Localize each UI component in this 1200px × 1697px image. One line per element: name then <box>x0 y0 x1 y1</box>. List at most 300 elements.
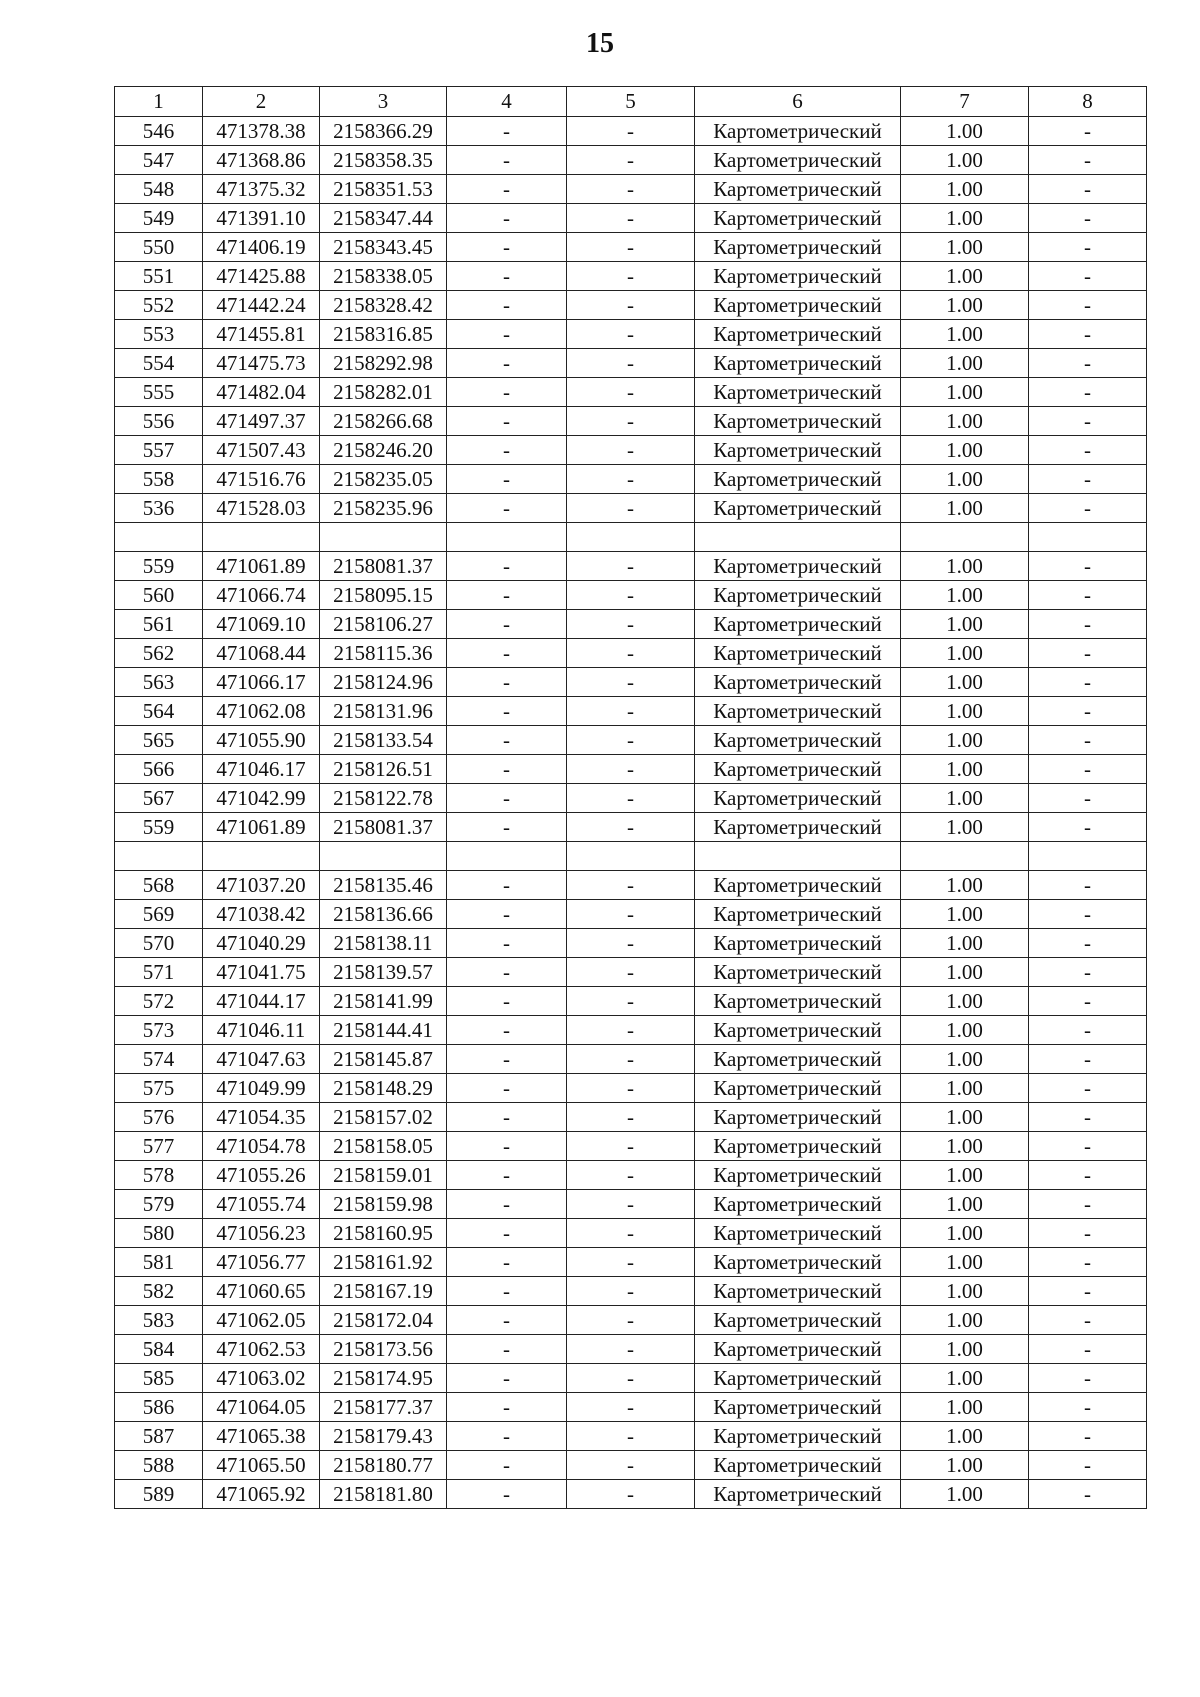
table-cell: 569 <box>115 900 203 929</box>
table-row <box>115 1480 1147 1509</box>
table-cell: 578 <box>115 1161 203 1190</box>
table-cell: 471056.23 <box>203 1219 320 1248</box>
table-row <box>115 900 1147 929</box>
table-cell: 552 <box>115 291 203 320</box>
table-cell: 580 <box>115 1219 203 1248</box>
table-cell: 471054.35 <box>203 1103 320 1132</box>
table-cell: Картометрический <box>695 1190 901 1219</box>
table-cell: 2158106.27 <box>320 610 447 639</box>
table-cell: 471391.10 <box>203 204 320 233</box>
table-cell: - <box>1029 1248 1147 1277</box>
table-cell: 566 <box>115 755 203 784</box>
table-cell: - <box>1029 1103 1147 1132</box>
table-cell: - <box>447 610 567 639</box>
separator-row <box>115 842 1147 871</box>
table-cell: 561 <box>115 610 203 639</box>
table-cell: - <box>447 1219 567 1248</box>
table-cell: 1.00 <box>901 1074 1029 1103</box>
table-cell: 547 <box>115 146 203 175</box>
table-cell: 2158235.05 <box>320 465 447 494</box>
table-cell: Картометрический <box>695 929 901 958</box>
table-cell: 2158081.37 <box>320 552 447 581</box>
table-cell: - <box>567 1248 695 1277</box>
table-cell: 2158141.99 <box>320 987 447 1016</box>
table-cell: 555 <box>115 378 203 407</box>
table-row <box>115 233 1147 262</box>
table-cell: - <box>1029 1335 1147 1364</box>
table-cell: Картометрический <box>695 1161 901 1190</box>
table-row <box>115 320 1147 349</box>
table-header-row <box>115 87 1147 117</box>
table-cell: 2158167.19 <box>320 1277 447 1306</box>
table-cell: 1.00 <box>901 1219 1029 1248</box>
table-cell: 2158266.68 <box>320 407 447 436</box>
table-cell: Картометрический <box>695 813 901 842</box>
empty-cell <box>115 842 203 871</box>
table-cell: - <box>567 1422 695 1451</box>
table-cell: - <box>447 1364 567 1393</box>
table-cell: - <box>1029 1132 1147 1161</box>
table-cell: - <box>447 378 567 407</box>
table-cell: 1.00 <box>901 291 1029 320</box>
table-cell: 1.00 <box>901 1451 1029 1480</box>
table-cell: 471056.77 <box>203 1248 320 1277</box>
table-cell: 471475.73 <box>203 349 320 378</box>
table-row <box>115 262 1147 291</box>
table-cell: 1.00 <box>901 1306 1029 1335</box>
table-cell: - <box>567 407 695 436</box>
table-row <box>115 1422 1147 1451</box>
table-cell: 471060.65 <box>203 1277 320 1306</box>
table-cell: 471055.26 <box>203 1161 320 1190</box>
table-cell: - <box>1029 958 1147 987</box>
table-cell: 1.00 <box>901 871 1029 900</box>
table-cell: Картометрический <box>695 233 901 262</box>
table-row <box>115 494 1147 523</box>
table-cell: 2158246.20 <box>320 436 447 465</box>
coordinates-table <box>114 86 1147 1509</box>
table-cell: 1.00 <box>901 1016 1029 1045</box>
table-cell: 471507.43 <box>203 436 320 465</box>
empty-cell <box>1029 523 1147 552</box>
table-cell: 2158351.53 <box>320 175 447 204</box>
table-cell: 2158179.43 <box>320 1422 447 1451</box>
table-cell: 2158159.98 <box>320 1190 447 1219</box>
table-cell: 560 <box>115 581 203 610</box>
table-cell: 471042.99 <box>203 784 320 813</box>
table-cell: 2158081.37 <box>320 813 447 842</box>
table-cell: - <box>1029 349 1147 378</box>
table-cell: - <box>1029 146 1147 175</box>
table-cell: 2158135.46 <box>320 871 447 900</box>
table-cell: 1.00 <box>901 494 1029 523</box>
table-cell: Картометрический <box>695 1132 901 1161</box>
table-cell: - <box>1029 697 1147 726</box>
table-cell: 2158282.01 <box>320 378 447 407</box>
column-header: 3 <box>320 87 447 117</box>
table-cell: - <box>1029 262 1147 291</box>
table-cell: 471061.89 <box>203 552 320 581</box>
table-cell: - <box>567 1190 695 1219</box>
table-cell: - <box>447 987 567 1016</box>
table-cell: 471442.24 <box>203 291 320 320</box>
table-cell: - <box>1029 175 1147 204</box>
table-row <box>115 581 1147 610</box>
table-cell: - <box>567 204 695 233</box>
table-cell: Картометрический <box>695 1306 901 1335</box>
table-row <box>115 958 1147 987</box>
table-cell: - <box>447 929 567 958</box>
table-cell: Картометрический <box>695 349 901 378</box>
empty-cell <box>447 523 567 552</box>
table-cell: 471063.02 <box>203 1364 320 1393</box>
table-cell: - <box>447 117 567 146</box>
table-cell: - <box>567 233 695 262</box>
table-cell: Картометрический <box>695 320 901 349</box>
table-cell: - <box>1029 1074 1147 1103</box>
table-cell: - <box>1029 320 1147 349</box>
table-cell: 586 <box>115 1393 203 1422</box>
table-cell: - <box>447 1422 567 1451</box>
table-cell: 1.00 <box>901 1132 1029 1161</box>
table-cell: 471065.50 <box>203 1451 320 1480</box>
table-cell: - <box>1029 552 1147 581</box>
table-cell: 2158160.95 <box>320 1219 447 1248</box>
table-cell: Картометрический <box>695 871 901 900</box>
table-cell: - <box>1029 1016 1147 1045</box>
table-cell: - <box>447 204 567 233</box>
table-cell: - <box>1029 1161 1147 1190</box>
table-row <box>115 204 1147 233</box>
table-cell: - <box>447 1306 567 1335</box>
table-cell: - <box>567 1132 695 1161</box>
table-cell: 471066.74 <box>203 581 320 610</box>
table-cell: 2158172.04 <box>320 1306 447 1335</box>
table-cell: 471055.74 <box>203 1190 320 1219</box>
table-row <box>115 1277 1147 1306</box>
table-cell: 1.00 <box>901 610 1029 639</box>
table-cell: - <box>1029 1277 1147 1306</box>
table-cell: - <box>567 1277 695 1306</box>
table-cell: Картометрический <box>695 262 901 291</box>
table-cell: 587 <box>115 1422 203 1451</box>
table-cell: 471368.86 <box>203 146 320 175</box>
table-cell: - <box>567 755 695 784</box>
table-cell: 583 <box>115 1306 203 1335</box>
table-cell: 1.00 <box>901 262 1029 291</box>
empty-cell <box>567 523 695 552</box>
table-cell: - <box>447 1480 567 1509</box>
table-cell: - <box>1029 668 1147 697</box>
table-cell: Картометрический <box>695 117 901 146</box>
table-cell: - <box>1029 900 1147 929</box>
table-cell: Картометрический <box>695 1277 901 1306</box>
table-cell: - <box>1029 813 1147 842</box>
table-cell: - <box>1029 1045 1147 1074</box>
table-cell: - <box>567 465 695 494</box>
table-cell: - <box>567 581 695 610</box>
table-cell: - <box>567 958 695 987</box>
table-cell: Картометрический <box>695 494 901 523</box>
table-cell: 571 <box>115 958 203 987</box>
table-cell: 1.00 <box>901 117 1029 146</box>
table-cell: - <box>1029 494 1147 523</box>
table-cell: Картометрический <box>695 1219 901 1248</box>
table-cell: 2158157.02 <box>320 1103 447 1132</box>
table-cell: 559 <box>115 813 203 842</box>
table-cell: - <box>447 175 567 204</box>
table-cell: Картометрический <box>695 552 901 581</box>
table-row <box>115 1364 1147 1393</box>
table-cell: 1.00 <box>901 1335 1029 1364</box>
table-cell: 573 <box>115 1016 203 1045</box>
table-cell: - <box>567 784 695 813</box>
table-row <box>115 1132 1147 1161</box>
table-cell: 2158292.98 <box>320 349 447 378</box>
table-row <box>115 1451 1147 1480</box>
table-row <box>115 349 1147 378</box>
table-cell: - <box>1029 784 1147 813</box>
table-row <box>115 929 1147 958</box>
table-cell: 471375.32 <box>203 175 320 204</box>
column-header: 8 <box>1029 87 1147 117</box>
table-cell: - <box>1029 407 1147 436</box>
table-cell: - <box>567 1219 695 1248</box>
table-cell: - <box>567 1161 695 1190</box>
table-cell: 471065.38 <box>203 1422 320 1451</box>
table-cell: 2158161.92 <box>320 1248 447 1277</box>
table-row <box>115 813 1147 842</box>
table-cell: - <box>567 291 695 320</box>
table-cell: - <box>1029 755 1147 784</box>
table-row <box>115 1248 1147 1277</box>
table-row <box>115 1074 1147 1103</box>
table-cell: 568 <box>115 871 203 900</box>
table-cell: - <box>447 697 567 726</box>
table-cell: - <box>567 1335 695 1364</box>
table-cell: Картометрический <box>695 204 901 233</box>
table-cell: Картометрический <box>695 465 901 494</box>
table-cell: 471062.05 <box>203 1306 320 1335</box>
table-cell: 588 <box>115 1451 203 1480</box>
table-cell: 1.00 <box>901 755 1029 784</box>
table-cell: - <box>447 1335 567 1364</box>
table-cell: 471062.08 <box>203 697 320 726</box>
table-cell: - <box>567 146 695 175</box>
table-cell: 1.00 <box>901 233 1029 262</box>
table-cell: 1.00 <box>901 175 1029 204</box>
table-cell: 536 <box>115 494 203 523</box>
table-cell: 1.00 <box>901 436 1029 465</box>
table-cell: 1.00 <box>901 900 1029 929</box>
table-cell: - <box>447 784 567 813</box>
table-cell: 471037.20 <box>203 871 320 900</box>
table-cell: Картометрический <box>695 900 901 929</box>
table-cell: 1.00 <box>901 1422 1029 1451</box>
table-cell: - <box>447 755 567 784</box>
table-cell: - <box>447 407 567 436</box>
table-cell: - <box>567 378 695 407</box>
table-cell: 471049.99 <box>203 1074 320 1103</box>
column-header: 5 <box>567 87 695 117</box>
table-cell: Картометрический <box>695 1480 901 1509</box>
table-cell: 2158139.57 <box>320 958 447 987</box>
table-cell: 2158235.96 <box>320 494 447 523</box>
table-cell: - <box>567 552 695 581</box>
table-cell: Картометрический <box>695 639 901 668</box>
table-cell: 2158095.15 <box>320 581 447 610</box>
table-cell: 1.00 <box>901 378 1029 407</box>
table-row <box>115 1016 1147 1045</box>
table-cell: 2158148.29 <box>320 1074 447 1103</box>
table-cell: 2158136.66 <box>320 900 447 929</box>
table-cell: - <box>567 697 695 726</box>
column-header: 4 <box>447 87 567 117</box>
table-cell: - <box>447 1190 567 1219</box>
table-cell: - <box>1029 581 1147 610</box>
table-cell: 2158328.42 <box>320 291 447 320</box>
table-row <box>115 378 1147 407</box>
table-row <box>115 639 1147 668</box>
table-cell: - <box>447 349 567 378</box>
empty-cell <box>203 523 320 552</box>
table-cell: - <box>447 465 567 494</box>
table-cell: Картометрический <box>695 1074 901 1103</box>
table-row <box>115 407 1147 436</box>
page-number: 15 <box>586 28 614 59</box>
table-cell: - <box>1029 1451 1147 1480</box>
table-cell: 2158126.51 <box>320 755 447 784</box>
table-cell: - <box>447 1161 567 1190</box>
table-cell: Картометрический <box>695 436 901 465</box>
table-cell: 471068.44 <box>203 639 320 668</box>
table-cell: 471069.10 <box>203 610 320 639</box>
table-cell: 562 <box>115 639 203 668</box>
column-header: 7 <box>901 87 1029 117</box>
table-cell: 471044.17 <box>203 987 320 1016</box>
table-cell: - <box>447 494 567 523</box>
table-cell: Картометрический <box>695 1422 901 1451</box>
table-cell: 471054.78 <box>203 1132 320 1161</box>
table-cell: - <box>567 1306 695 1335</box>
table-cell: - <box>447 1451 567 1480</box>
table-cell: 471528.03 <box>203 494 320 523</box>
table-cell: 570 <box>115 929 203 958</box>
table-cell: - <box>1029 726 1147 755</box>
table-cell: Картометрический <box>695 958 901 987</box>
table-cell: Картометрический <box>695 146 901 175</box>
table-row <box>115 465 1147 494</box>
table-cell: 559 <box>115 552 203 581</box>
table-cell: - <box>447 726 567 755</box>
table-cell: 2158138.11 <box>320 929 447 958</box>
table-cell: 565 <box>115 726 203 755</box>
table-row <box>115 784 1147 813</box>
table-cell: 1.00 <box>901 1364 1029 1393</box>
table-cell: 1.00 <box>901 146 1029 175</box>
table-cell: - <box>567 1074 695 1103</box>
table-cell: 1.00 <box>901 320 1029 349</box>
table-cell: 1.00 <box>901 697 1029 726</box>
empty-cell <box>695 842 901 871</box>
table-cell: Картометрический <box>695 1103 901 1132</box>
table-cell: Картометрический <box>695 175 901 204</box>
table-cell: 1.00 <box>901 1277 1029 1306</box>
table-cell: 1.00 <box>901 1248 1029 1277</box>
table-cell: - <box>447 668 567 697</box>
table-cell: Картометрический <box>695 697 901 726</box>
table-row <box>115 1190 1147 1219</box>
table-cell: 574 <box>115 1045 203 1074</box>
table-cell: 2158338.05 <box>320 262 447 291</box>
table-cell: - <box>1029 929 1147 958</box>
table-cell: 1.00 <box>901 204 1029 233</box>
table-cell: - <box>1029 871 1147 900</box>
table-cell: 471041.75 <box>203 958 320 987</box>
table-cell: Картометрический <box>695 755 901 784</box>
table-row <box>115 436 1147 465</box>
table-cell: Картометрический <box>695 610 901 639</box>
table-cell: - <box>567 668 695 697</box>
table-cell: 2158366.29 <box>320 117 447 146</box>
table-cell: Картометрический <box>695 726 901 755</box>
table-cell: 2158133.54 <box>320 726 447 755</box>
table-cell: 557 <box>115 436 203 465</box>
table-cell: - <box>567 320 695 349</box>
table-cell: - <box>447 146 567 175</box>
table-cell: 567 <box>115 784 203 813</box>
table-cell: 563 <box>115 668 203 697</box>
table-cell: - <box>447 262 567 291</box>
table-cell: 1.00 <box>901 407 1029 436</box>
table-cell: Картометрический <box>695 1364 901 1393</box>
empty-cell <box>447 842 567 871</box>
table-row <box>115 610 1147 639</box>
table-row <box>115 291 1147 320</box>
table-cell: - <box>1029 436 1147 465</box>
table-cell: 579 <box>115 1190 203 1219</box>
empty-cell <box>1029 842 1147 871</box>
table-cell: 471066.17 <box>203 668 320 697</box>
table-cell: - <box>567 726 695 755</box>
table-cell: 1.00 <box>901 726 1029 755</box>
table-cell: 2158358.35 <box>320 146 447 175</box>
table-cell: - <box>567 436 695 465</box>
table-cell: - <box>447 1277 567 1306</box>
table-cell: 2158177.37 <box>320 1393 447 1422</box>
table-cell: - <box>567 1103 695 1132</box>
table-cell: - <box>447 871 567 900</box>
table-cell: - <box>567 1393 695 1422</box>
table-cell: - <box>447 1074 567 1103</box>
table-cell: 2158173.56 <box>320 1335 447 1364</box>
table-row <box>115 1161 1147 1190</box>
table-cell: - <box>567 900 695 929</box>
table-cell: Картометрический <box>695 1393 901 1422</box>
column-header: 6 <box>695 87 901 117</box>
table-cell: 2158180.77 <box>320 1451 447 1480</box>
table-cell: 556 <box>115 407 203 436</box>
table-cell: 471065.92 <box>203 1480 320 1509</box>
table-cell: - <box>567 1451 695 1480</box>
table-row <box>115 175 1147 204</box>
table-cell: 1.00 <box>901 784 1029 813</box>
table-cell: 548 <box>115 175 203 204</box>
table-cell: - <box>1029 291 1147 320</box>
table-cell: - <box>1029 1364 1147 1393</box>
table-cell: 2158122.78 <box>320 784 447 813</box>
table-cell: Картометрический <box>695 1451 901 1480</box>
